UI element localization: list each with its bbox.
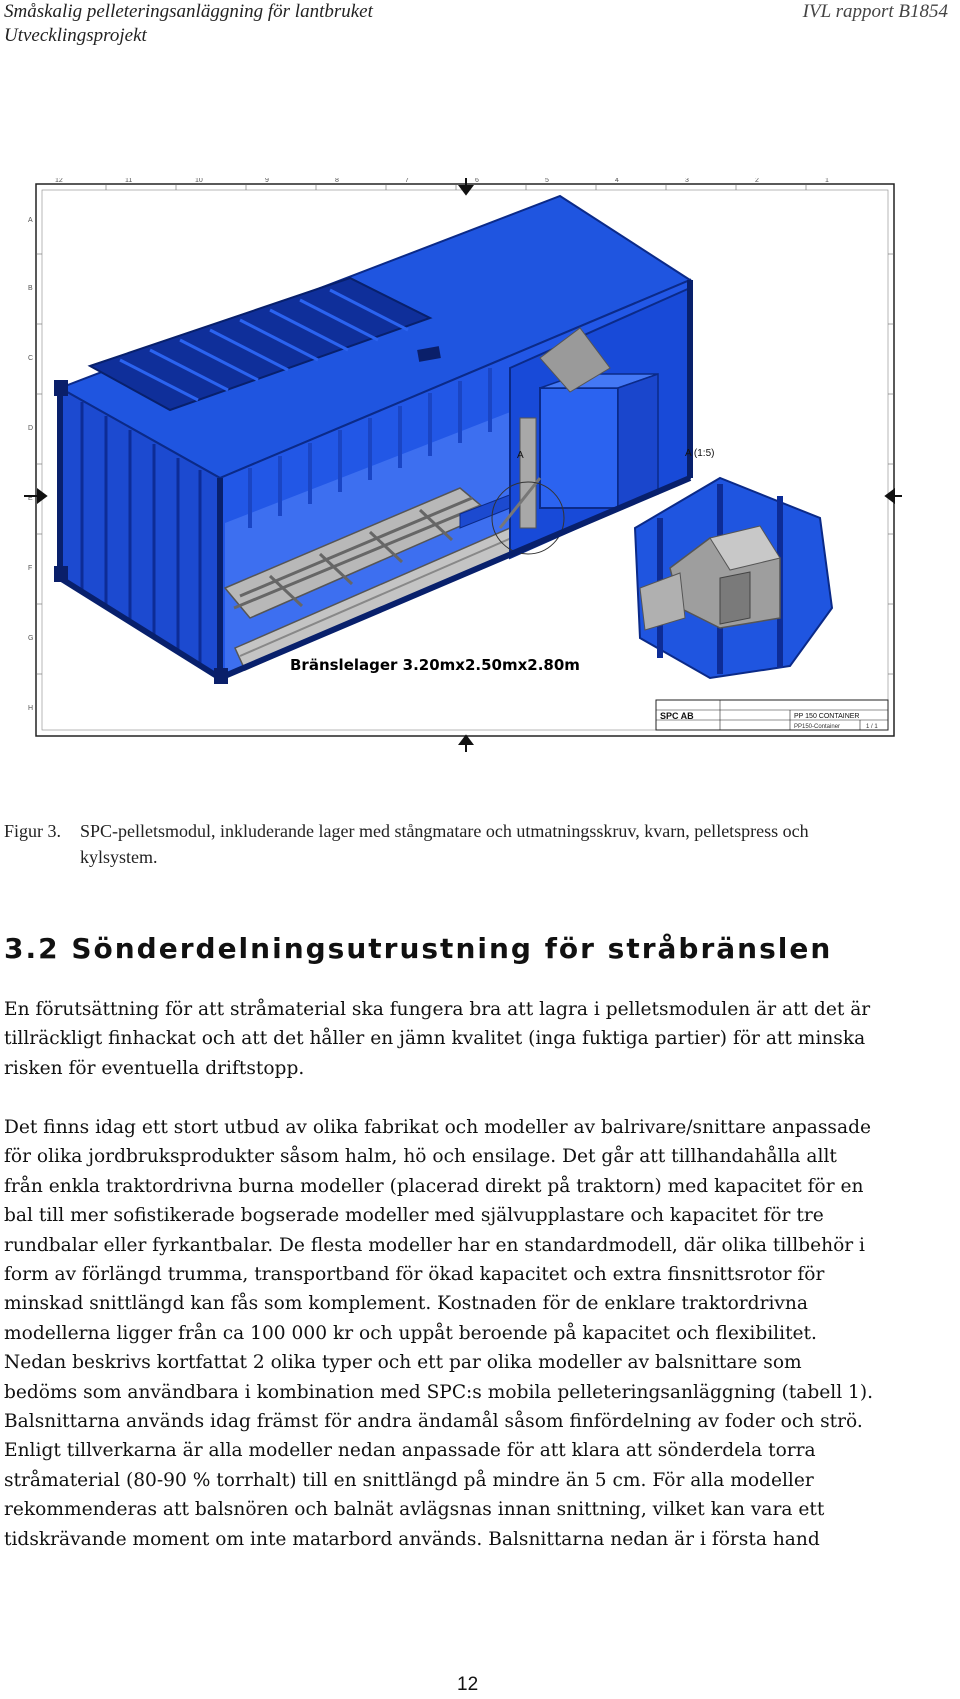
svg-text:9: 9 bbox=[265, 178, 269, 184]
zone-numbers-top bbox=[55, 178, 829, 184]
container-drawing-svg bbox=[20, 178, 902, 798]
svg-text:11: 11 bbox=[125, 178, 133, 184]
paragraph-1 bbox=[4, 995, 949, 1083]
paragraph-2-line: Nedan beskrivs kortfattat 2 olika typer och ett par olika modeller av balsnittare som bbox=[4, 1352, 802, 1374]
svg-text:1: 1 bbox=[825, 178, 829, 184]
paragraph-2 bbox=[4, 1113, 949, 1554]
svg-text:G: G bbox=[28, 635, 34, 642]
svg-text:12: 12 bbox=[55, 178, 63, 184]
caption-line-1 bbox=[4, 818, 944, 844]
svg-text:A: A bbox=[28, 217, 33, 224]
zone-letters-side bbox=[28, 217, 33, 712]
svg-text:SPC AB: SPC AB bbox=[660, 711, 694, 721]
paragraph-2-line: Balsnittarna används idag främst för andra ändamål såsom finfördelning av foder och strö. bbox=[4, 1411, 863, 1433]
pellet-press-box bbox=[540, 388, 618, 508]
caption-text-1: SPC-pelletsmodul, inkluderande lager med stångmatare och utmatningsskruv, kvarn, pelletspress och bbox=[80, 821, 809, 841]
svg-text:C: C bbox=[28, 355, 34, 362]
paragraph-2-line: Det finns idag ett stort utbud av olika fabrikat och modeller av balrivare/snittare anpassade bbox=[4, 1117, 871, 1138]
paragraph-2-line: från enkla traktordrivna burna modeller (placerad direkt på traktorn) med kapacitet för en bbox=[4, 1175, 864, 1197]
svg-text:A (1:5): A (1:5) bbox=[685, 448, 715, 459]
section-heading: 3.2 Sönderdelningsutrustning för stråbränslen bbox=[4, 932, 833, 965]
svg-text:D: D bbox=[28, 425, 34, 432]
figure-caption bbox=[4, 818, 944, 870]
paragraph-2-line: för olika jordbruksprodukter såsom halm, hö och ensilage. Det går att tillhandahålla allt bbox=[4, 1146, 837, 1168]
paragraph-2-line: minskad snittlängd kan fås som komplement. Kostnaden för de enklare traktordrivna bbox=[4, 1293, 808, 1315]
figure-container-drawing bbox=[20, 178, 902, 798]
paragraph-1-line: En förutsättning för att stråmaterial ska fungera bra att lagra i pelletsmodulen är att det är bbox=[4, 999, 871, 1020]
running-header-title: Småskalig pelleteringsanläggning för lantbruket bbox=[4, 1, 373, 22]
svg-text:4: 4 bbox=[615, 178, 619, 184]
svg-text:6: 6 bbox=[475, 178, 479, 184]
paragraph-2-line: modellerna ligger från ca 100 000 kr och uppåt beroende på kapacitet och flexibilitet. bbox=[4, 1322, 817, 1344]
svg-text:A: A bbox=[517, 450, 524, 461]
svg-text:2: 2 bbox=[755, 178, 759, 184]
svg-text:PP150-Container: PP150-Container bbox=[794, 724, 841, 730]
paragraph-2-line: rekommenderas att balsnören och balnät avlägsnas innan snittning, vilket kan vara ett bbox=[4, 1499, 825, 1521]
paragraph-2-line: bedöms som användbara i kombination med SPC:s mobila pelleteringsanläggning (tabell 1). bbox=[4, 1381, 874, 1403]
paragraph-2-line: rundbalar eller fyrkantbalar. De flesta modeller har en standardmodell, där olika tillbehör i bbox=[4, 1234, 866, 1256]
page-number: 12 bbox=[457, 1674, 479, 1695]
paragraph-1-line: tillräckligt finhackat och att det håller en jämn kvalitet (inga fuktiga partier) för att minska bbox=[4, 1028, 866, 1050]
svg-text:B: B bbox=[28, 285, 33, 292]
svg-text:F: F bbox=[28, 565, 33, 572]
figure-label: Figur 3. bbox=[4, 821, 62, 841]
running-header-report: IVL rapport B1854 bbox=[802, 1, 948, 22]
storage-label: Bränslelager 3.20mx2.50mx2.80m bbox=[290, 656, 580, 674]
svg-text:H: H bbox=[28, 705, 34, 712]
running-header-subtitle: Utvecklingsprojekt bbox=[4, 25, 147, 46]
svg-text:E: E bbox=[28, 495, 33, 502]
paragraph-2-line: Enligt tillverkarna är alla modeller nedan anpassade för att klara att sönderdela torra bbox=[4, 1440, 816, 1462]
paragraph-2-line: stråmaterial (80-90 % torrhalt) till en snittlängd på mindre än 5 cm. För alla modeller bbox=[4, 1469, 814, 1491]
caption-line-2: kylsystem. bbox=[80, 847, 158, 867]
svg-text:1 / 1: 1 / 1 bbox=[866, 724, 878, 730]
svg-text:PP 150 CONTAINER: PP 150 CONTAINER bbox=[794, 713, 860, 720]
title-block bbox=[656, 700, 888, 730]
paragraph-2-line: bal till mer sofistikerade bogserade modeller med självupplastare och kapacitet för tre bbox=[4, 1205, 824, 1227]
paragraph-2-line: form av förlängd trumma, transportband för ökad kapacitet och extra finsnittsrotor för bbox=[4, 1264, 825, 1286]
svg-text:10: 10 bbox=[195, 178, 203, 184]
svg-text:8: 8 bbox=[335, 178, 339, 184]
paragraph-1-line: risken för eventuella driftstopp. bbox=[4, 1057, 305, 1079]
svg-text:5: 5 bbox=[545, 178, 549, 184]
paragraph-2-line: tidskrävande moment om inte matarbord används. Balsnittarna nedan är i första hand bbox=[4, 1528, 820, 1550]
svg-text:7: 7 bbox=[405, 178, 409, 184]
svg-text:3: 3 bbox=[685, 178, 689, 184]
